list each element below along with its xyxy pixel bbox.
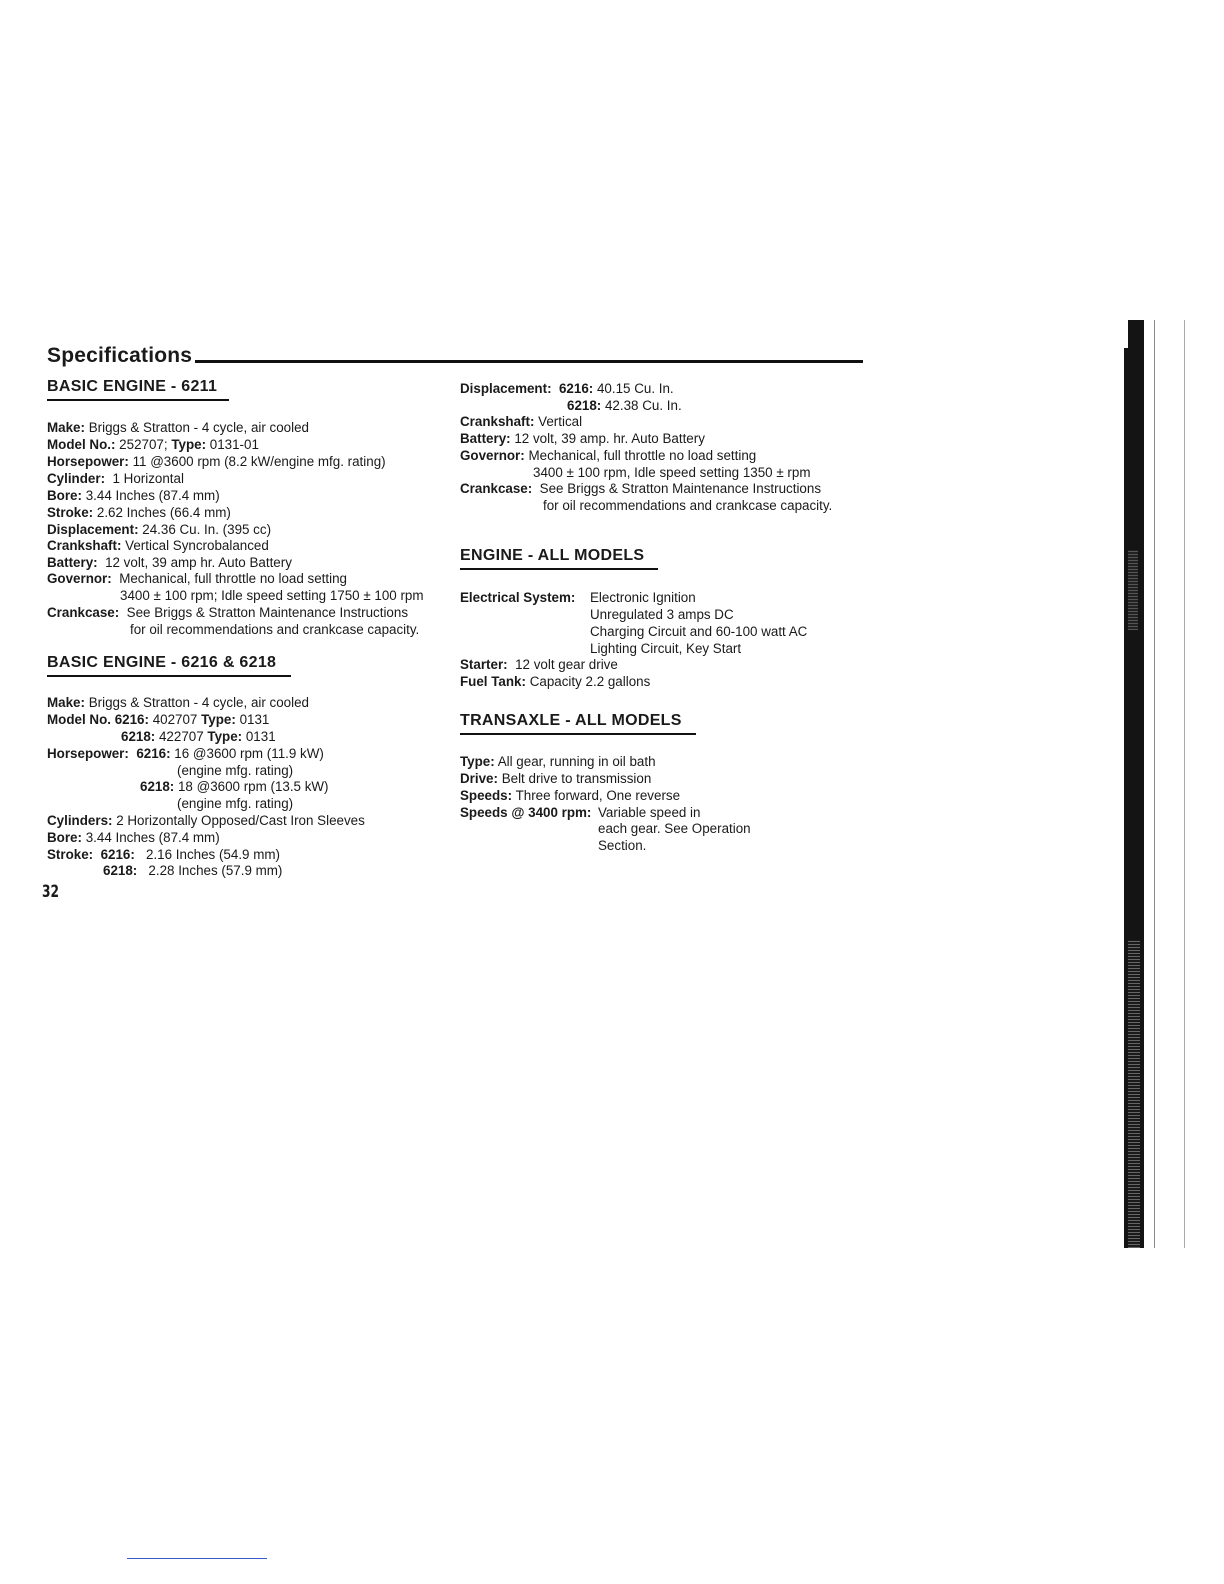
spec-displacement: Displacement: 24.36 Cu. In. (395 cc) [47,522,272,537]
spec-crankcase-cont: for oil recommendations and crankcase capacity. [130,622,420,637]
heading-underline [47,675,291,677]
spec-speeds-rpm-line: each gear. See Operation [598,821,751,836]
spec-make: Make: Briggs & Stratton - 4 cycle, air cooled [47,695,310,710]
spec-model: Model No.: 252707; Type: 0131-01 [47,437,259,452]
heading-underline [460,733,696,735]
spec-battery: Battery: 12 volt, 39 amp hr. Auto Battery [47,555,292,570]
spec-bore: Bore: 3.44 Inches (87.4 mm) [47,830,220,845]
scan-binding-line [1154,320,1155,1248]
section-heading: ENGINE - ALL MODELS [460,547,645,564]
spec-cylinder: Cylinder: 1 Horizontal [47,471,184,486]
spec-horsepower-6218-note: (engine mfg. rating) [177,796,294,811]
spec-horsepower-6216-note: (engine mfg. rating) [177,763,294,778]
spec-stroke: Stroke: 2.62 Inches (66.4 mm) [47,505,231,520]
spec-make: Make: Briggs & Stratton - 4 cycle, air cooled [47,420,310,435]
spec-horsepower-6218: 6218: 18 @3600 rpm (13.5 kW) [140,779,329,794]
spec-crankshaft: Crankshaft: Vertical [460,414,583,429]
spec-electrical-line: Unregulated 3 amps DC [590,607,734,622]
bottom-rule [127,1558,267,1559]
spec-crankcase: Crankcase: See Briggs & Stratton Maintenance Instructions [460,481,822,496]
spec-speeds: Speeds: Three forward, One reverse [460,788,681,803]
spec-electrical-line: Charging Circuit and 60-100 watt AC [590,624,808,639]
section-heading: BASIC ENGINE - 6211 [47,378,218,395]
heading-underline [460,568,658,570]
title-rule [195,360,863,363]
spec-crankcase: Crankcase: See Briggs & Stratton Maintenance Instructions [47,605,409,620]
scan-binding-texture [1128,550,1138,630]
spec-governor: Governor: Mechanical, full throttle no load setting [460,448,757,463]
spec-bore: Bore: 3.44 Inches (87.4 mm) [47,488,220,503]
spec-stroke-6218: 6218: 2.28 Inches (57.9 mm) [103,863,283,878]
spec-starter: Starter: 12 volt gear drive [460,657,618,672]
spec-horsepower-6216: Horsepower: 6216: 16 @3600 rpm (11.9 kW) [47,746,324,761]
spec-displacement-6218: 6218: 42.38 Cu. In. [567,398,682,413]
section-heading: TRANSAXLE - ALL MODELS [460,712,682,729]
spec-crankshaft: Crankshaft: Vertical Syncrobalanced [47,538,269,553]
scan-binding-texture [1128,940,1140,1248]
spec-electrical-line: Electronic Ignition [590,590,696,605]
spec-stroke-6216: Stroke: 6216: 2.16 Inches (54.9 mm) [47,847,280,862]
heading-underline [47,399,229,401]
spec-model-6216: Model No. 6216: 402707 Type: 0131 [47,712,270,727]
spec-speeds-rpm-line: Section. [598,838,647,853]
page-title: Specifications [47,344,193,367]
spec-speeds-rpm-label: Speeds @ 3400 rpm: [460,805,592,820]
spec-crankcase-cont: for oil recommendations and crankcase capacity. [543,498,833,513]
spec-type: Type: All gear, running in oil bath [460,754,656,769]
spec-governor: Governor: Mechanical, full throttle no load setting [47,571,347,586]
spec-electrical-label: Electrical System: [460,590,576,605]
spec-model-6218: 6218: 422707 Type: 0131 [121,729,276,744]
spec-battery: Battery: 12 volt, 39 amp. hr. Auto Battery [460,431,705,446]
spec-governor-cont: 3400 ± 100 rpm, Idle speed setting 1350 ± rpm [533,465,811,480]
page-number: 32 [42,882,60,902]
spec-cylinders: Cylinders: 2 Horizontally Opposed/Cast Iron Sleeves [47,813,365,828]
spec-horsepower: Horsepower: 11 @3600 rpm (8.2 kW/engine mfg. rating) [47,454,386,469]
section-heading: BASIC ENGINE - 6216 & 6218 [47,654,277,671]
spec-drive: Drive: Belt drive to transmission [460,771,652,786]
spec-electrical-line: Lighting Circuit, Key Start [590,641,742,656]
scan-binding-notch [1120,320,1128,348]
spec-speeds-rpm-line: Variable speed in [598,805,701,820]
scan-binding-line [1184,320,1185,1248]
page-header [47,344,863,374]
spec-displacement-6216: Displacement: 6216: 40.15 Cu. In. [460,381,674,396]
spec-fuel-tank: Fuel Tank: Capacity 2.2 gallons [460,674,651,689]
spec-governor-cont: 3400 ± 100 rpm; Idle speed setting 1750 ± 100 rpm [120,588,424,603]
